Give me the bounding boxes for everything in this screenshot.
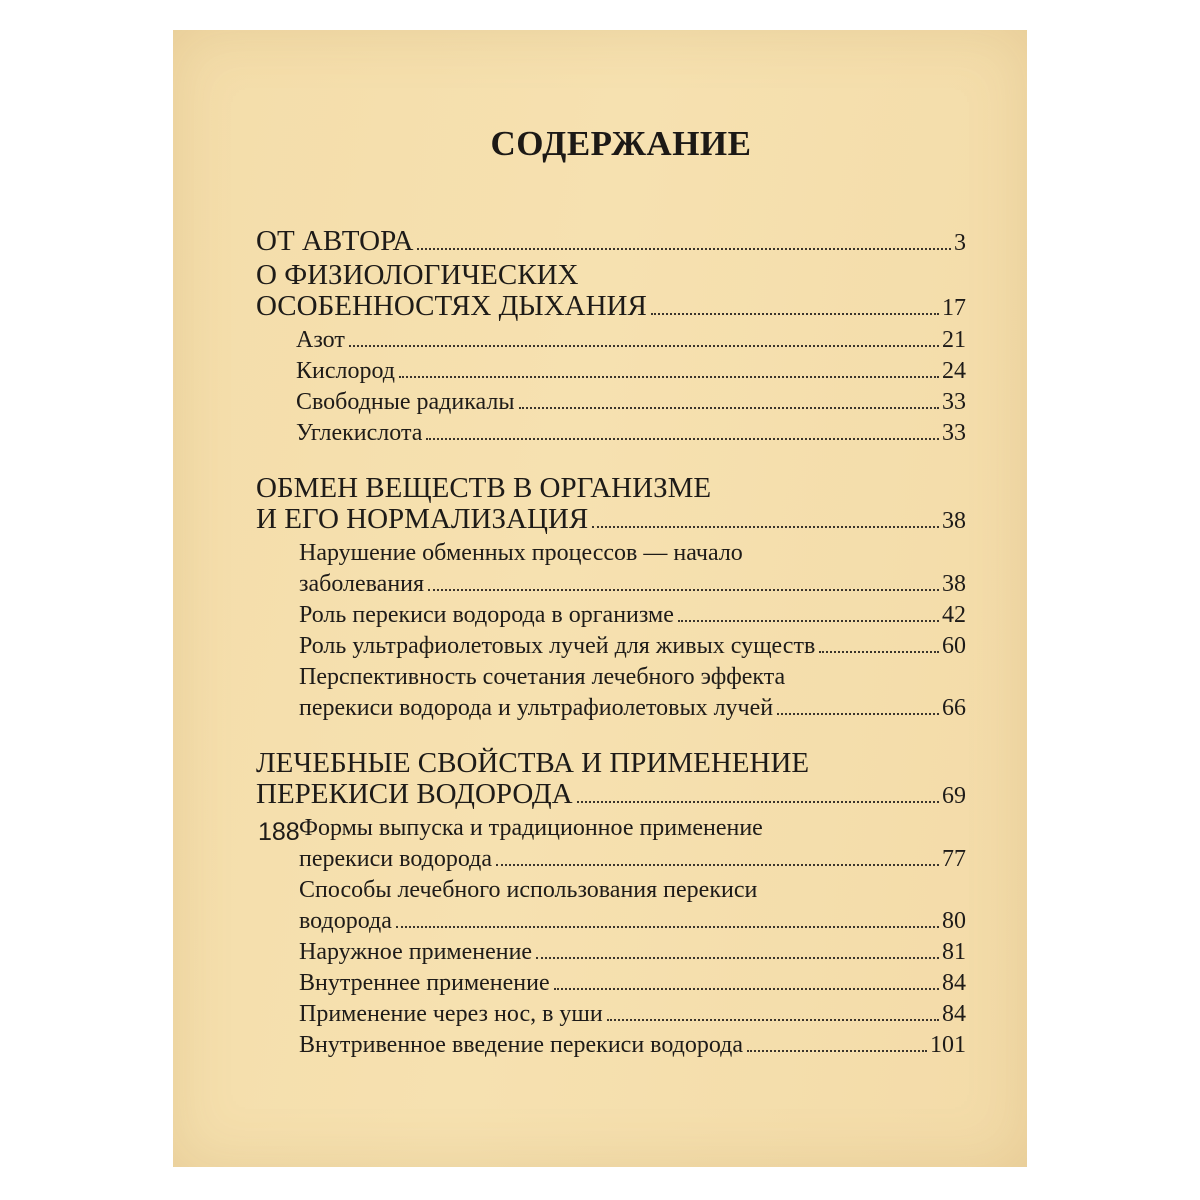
subsection-title-text: Нарушение обменных процессов — начало [299, 539, 743, 566]
section-page-number: 17 [942, 295, 966, 321]
subsection-title-text: Способы лечебного использования перекиси [299, 876, 758, 903]
subsection-page-number: 33 [942, 388, 966, 415]
subsection-title-text: Кислород [296, 357, 395, 384]
dot-leader [417, 248, 951, 250]
section-page-number: 69 [942, 783, 966, 809]
subsection-item [256, 1030, 966, 1061]
subsection-page-number: 42 [942, 601, 966, 628]
subsection-title-text: заболевания [299, 570, 425, 597]
subsection-item [256, 844, 966, 875]
subsection-page-number: 81 [942, 938, 966, 965]
subsection-page-number: 33 [942, 419, 966, 446]
subsection-title-text: Внутреннее применение [299, 969, 550, 996]
subsection-page-number: 84 [942, 969, 966, 996]
table-of-contents [256, 226, 966, 1061]
book-page [173, 30, 1027, 1167]
subsection-item [256, 968, 966, 999]
dot-leader [592, 526, 939, 528]
section-page-number: 38 [942, 508, 966, 534]
subsection-item [256, 325, 966, 356]
subsection-title-text: Применение через нос, в уши [299, 1000, 603, 1027]
dot-leader [819, 651, 939, 653]
subsection-page-number: 77 [942, 845, 966, 872]
dot-leader [577, 801, 939, 803]
subsection-item [256, 538, 966, 569]
section-title-text: ОТ АВТОРА [256, 225, 414, 257]
dot-leader [399, 376, 939, 378]
subsection-title-text: перекиси водорода [299, 845, 493, 872]
section-gap [256, 724, 966, 748]
page-number: 188 [258, 818, 300, 846]
dot-leader [678, 620, 939, 622]
subsection-page-number: 84 [942, 1000, 966, 1027]
subsection-title-text: Наружное применение [299, 938, 533, 965]
section-title-text: ОБМЕН ВЕЩЕСТВ В ОРГАНИЗМЕ [256, 471, 712, 504]
subsection-title-text: водорода [299, 907, 392, 934]
subsection-title-text: Свободные радикалы [296, 388, 515, 415]
subsection-item [256, 600, 966, 631]
subsection-item [256, 999, 966, 1030]
section-title-text: О ФИЗИОЛОГИЧЕСКИХ [256, 258, 579, 291]
subsection-title-text: Углекислота [296, 419, 423, 446]
subsection-item [256, 875, 966, 906]
subsection-item [256, 631, 966, 662]
subsection-item [256, 418, 966, 449]
contents-heading: СОДЕРЖАНИЕ [490, 124, 752, 163]
dot-leader [396, 926, 939, 928]
dot-leader [777, 713, 939, 715]
subsection-title-text: Роль ультрафиолетовых лучей для живых существ [299, 632, 816, 659]
subsection-item [256, 387, 966, 418]
dot-leader [607, 1019, 939, 1021]
subsection-page-number: 60 [942, 632, 966, 659]
dot-leader [426, 438, 939, 440]
section-title [256, 226, 966, 260]
section-title-text: ЛЕЧЕБНЫЕ СВОЙСТВА И ПРИМЕНЕНИЕ [256, 746, 810, 779]
section-title [256, 748, 966, 780]
subsection-page-number: 66 [942, 694, 966, 721]
section-title [256, 779, 966, 813]
subsection-item [256, 356, 966, 387]
subsection-title-text: Перспективность сочетания лечебного эффекта [299, 663, 786, 690]
section-title-text: ПЕРЕКИСИ ВОДОРОДА [256, 778, 573, 810]
subsection-page-number: 38 [942, 570, 966, 597]
section-title [256, 291, 966, 325]
section-title [256, 504, 966, 538]
dot-leader [349, 345, 939, 347]
dot-leader [496, 864, 939, 866]
subsection-title-text: Внутривенное введение перекиси водорода [299, 1031, 744, 1058]
subsection-title-text: Роль перекиси водорода в организме [299, 601, 674, 628]
dot-leader [651, 313, 939, 315]
dot-leader [747, 1050, 927, 1052]
section-page-number: 3 [954, 230, 966, 256]
subsection-page-number: 24 [942, 357, 966, 384]
subsection-item [256, 813, 966, 844]
section-title [256, 473, 966, 505]
subsection-item [256, 569, 966, 600]
subsection-title-text: Азот [296, 326, 345, 353]
section-gap [256, 449, 966, 473]
dot-leader [554, 988, 939, 990]
subsection-page-number: 21 [942, 326, 966, 353]
dot-leader [428, 589, 939, 591]
subsection-item [256, 906, 966, 937]
dot-leader [536, 957, 939, 959]
subsection-item [256, 937, 966, 968]
section-title [256, 260, 966, 292]
dot-leader [519, 407, 940, 409]
subsection-item [256, 693, 966, 724]
subsection-page-number: 101 [930, 1031, 966, 1058]
subsection-page-number: 80 [942, 907, 966, 934]
section-title-text: ОСОБЕННОСТЯХ ДЫХАНИЯ [256, 290, 647, 322]
subsection-title-text: Формы выпуска и традиционное применение [299, 814, 763, 841]
subsection-title-text: перекиси водорода и ультрафиолетовых лучей [299, 694, 774, 721]
subsection-item [256, 662, 966, 693]
section-title-text: И ЕГО НОРМАЛИЗАЦИЯ [256, 503, 589, 535]
